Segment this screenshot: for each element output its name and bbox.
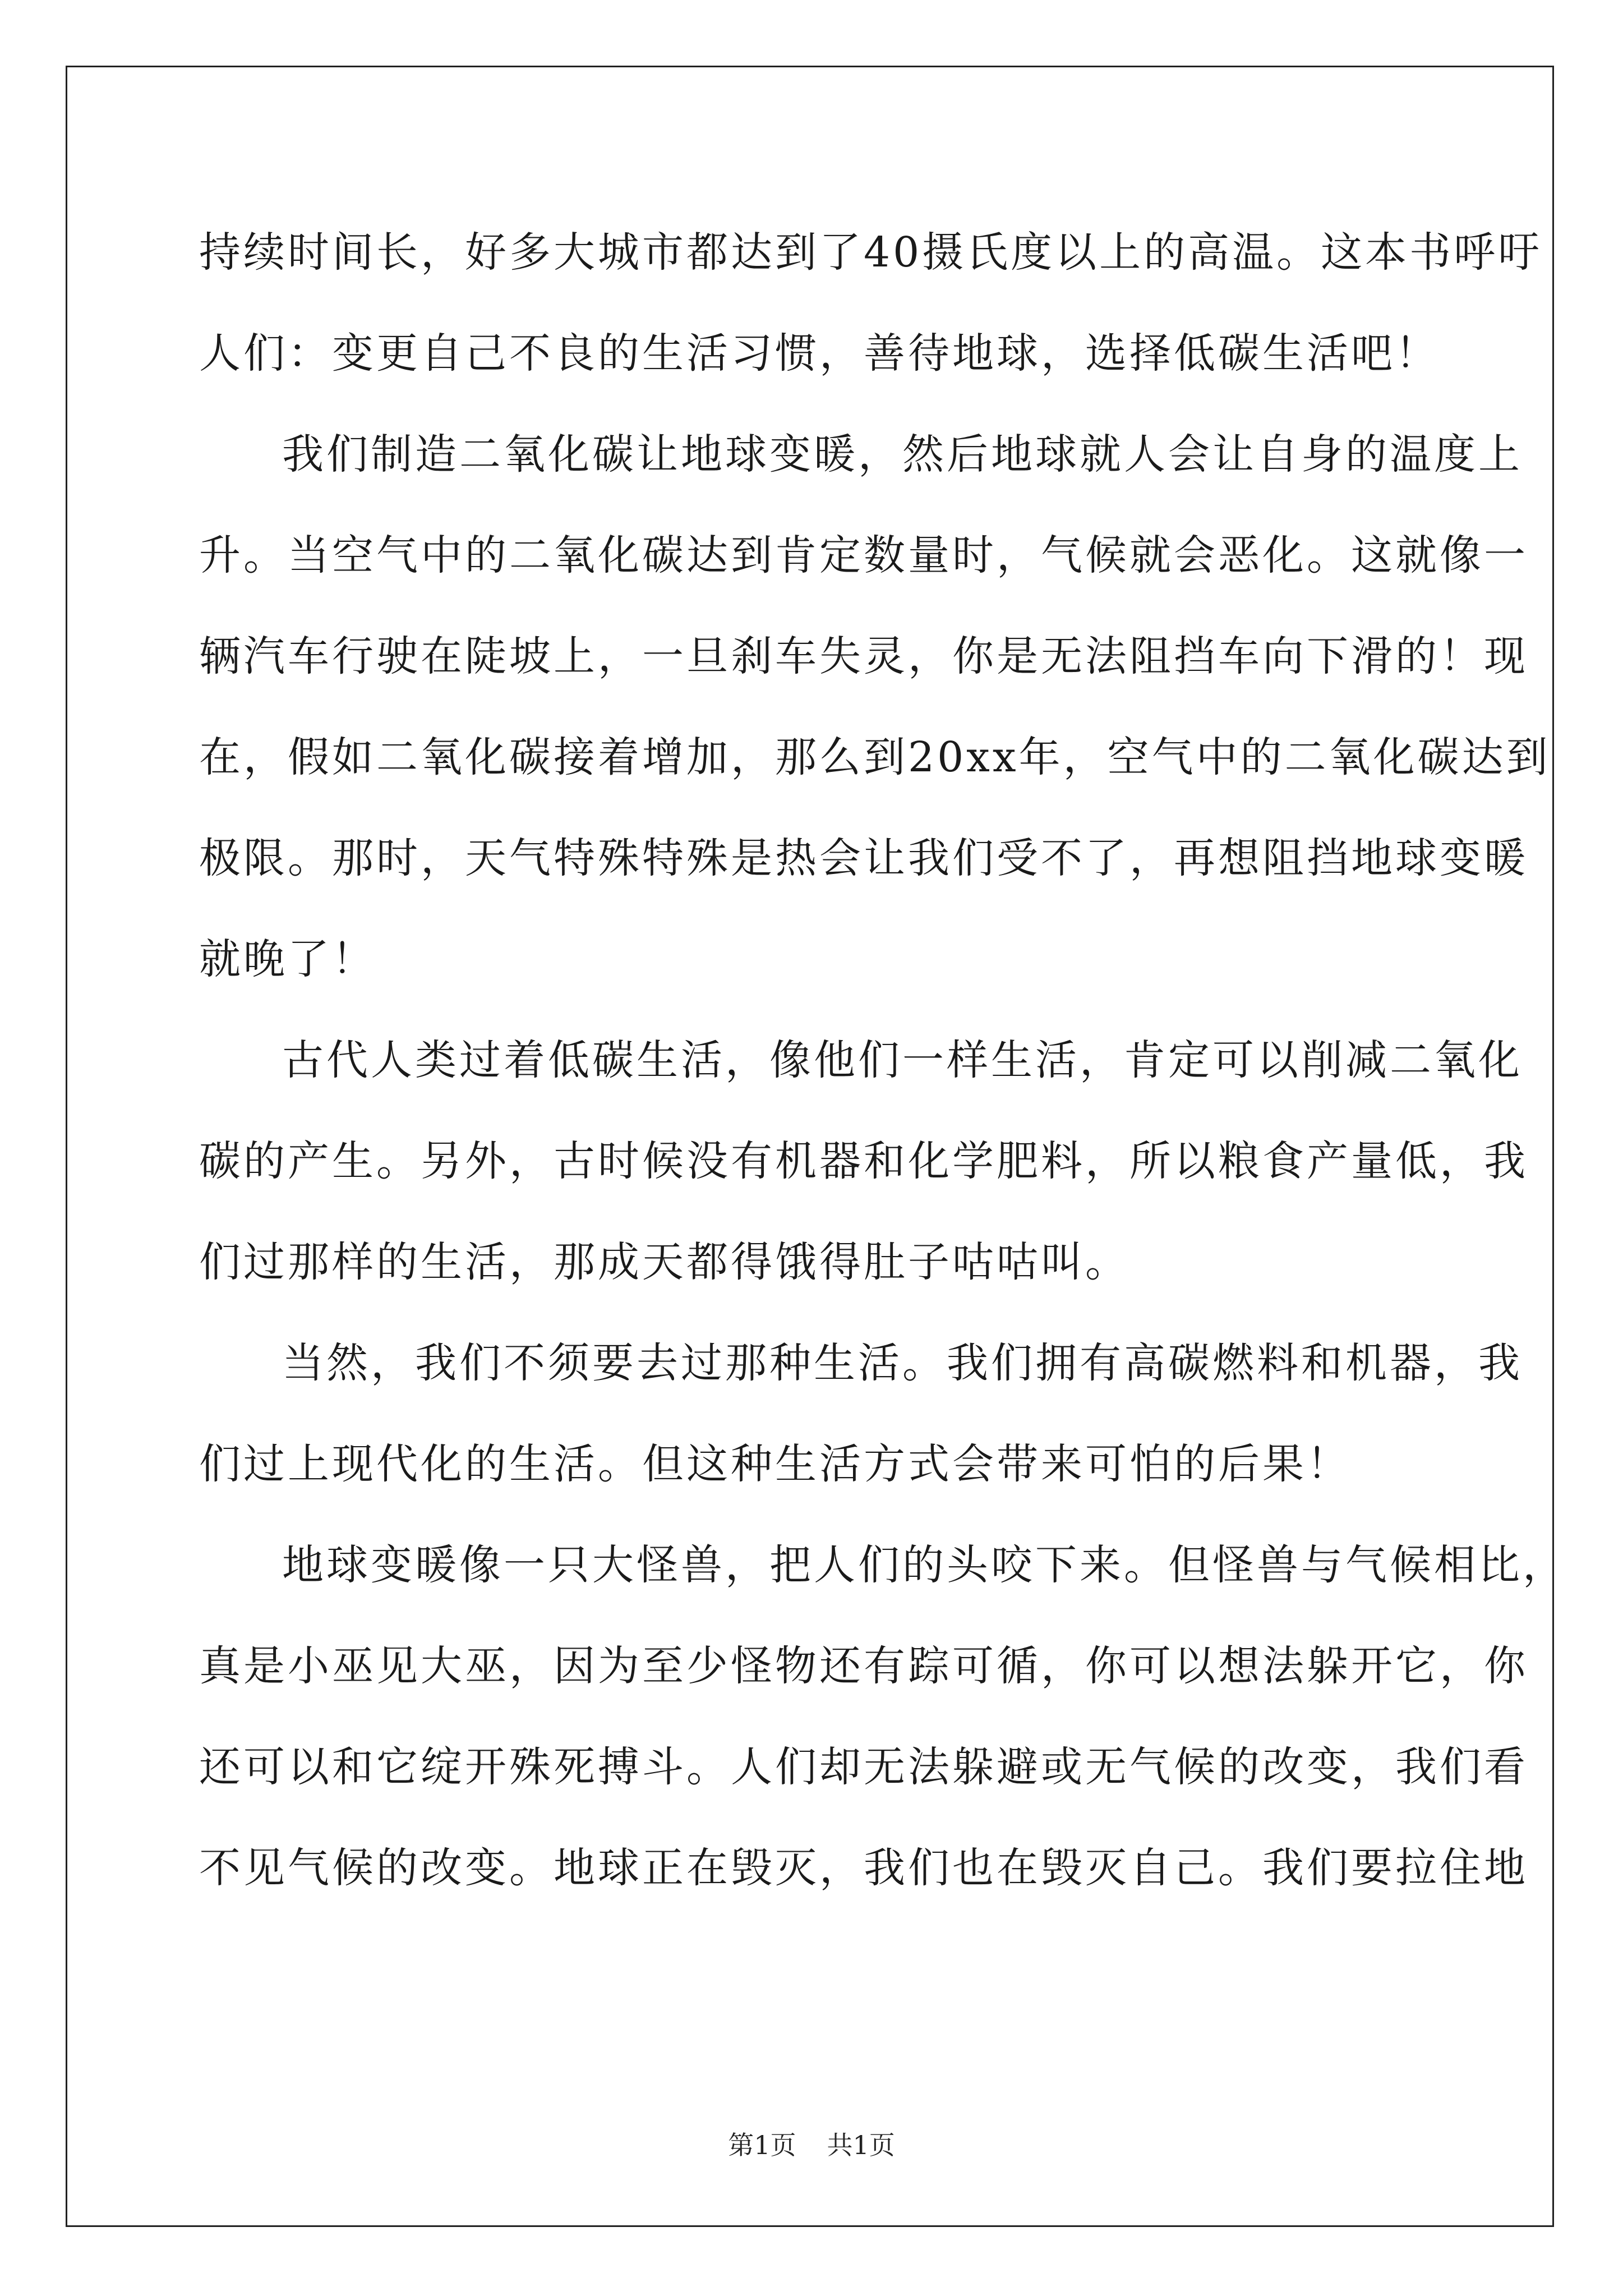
page-footer	[0, 2125, 1623, 2162]
text-line: 就晚了！	[199, 935, 376, 983]
text-line: 极限。那时，天气特殊特殊是热会让我们受不了，再想阻挡地球变暖	[199, 834, 1528, 882]
text-line: 们过上现代化的生活。但这种生活方式会带来可怕的后果！	[199, 1440, 1351, 1488]
page-total: 共1页	[827, 2130, 895, 2160]
text-line: 们过那样的生活，那成天都得饿得肚子咕咕叫。	[199, 1238, 1129, 1286]
text-line: 真是小巫见大巫，因为至少怪物还有踪可循，你可以想法躲开它，你	[199, 1642, 1528, 1690]
text-line: 碳的产生。另外，古时候没有机器和化学肥料，所以粮食产量低，我	[199, 1137, 1528, 1185]
text-line: 辆汽车行驶在陡坡上，一旦刹车失灵，你是无法阻挡车向下滑的！现	[199, 632, 1528, 680]
text-line: 还可以和它绽开殊死搏斗。人们却无法躲避或无气候的改变，我们看	[199, 1743, 1528, 1791]
text-line: 我们制造二氧化碳让地球变暖，然后地球就人会让自身的温度上	[282, 430, 1523, 478]
text-line: 当然，我们不须要去过那种生活。我们拥有高碳燃料和机器，我	[282, 1339, 1523, 1387]
text-line: 地球变暖像一只大怪兽，把人们的头咬下来。但怪兽与气候相比，	[282, 1541, 1567, 1589]
text-line: 人们：变更自己不良的生活习惯，善待地球，选择低碳生活吧！	[199, 329, 1440, 378]
text-line: 古代人类过着低碳生活，像他们一样生活，肯定可以削减二氧化	[282, 1036, 1523, 1084]
text-line: 在，假如二氧化碳接着增加，那么到20xx年，空气中的二氧化碳达到	[199, 733, 1551, 781]
text-line: 不见气候的改变。地球正在毁灭，我们也在毁灭自己。我们要拉住地	[199, 1844, 1528, 1892]
page-number: 第1页	[728, 2130, 796, 2160]
text-line: 升。当空气中的二氧化碳达到肯定数量时，气候就会恶化。这就像一	[199, 531, 1528, 579]
document-body	[199, 202, 1567, 1918]
text-line: 持续时间长，好多大城市都达到了40摄氏度以上的高温。这本书呼吁	[199, 228, 1543, 277]
